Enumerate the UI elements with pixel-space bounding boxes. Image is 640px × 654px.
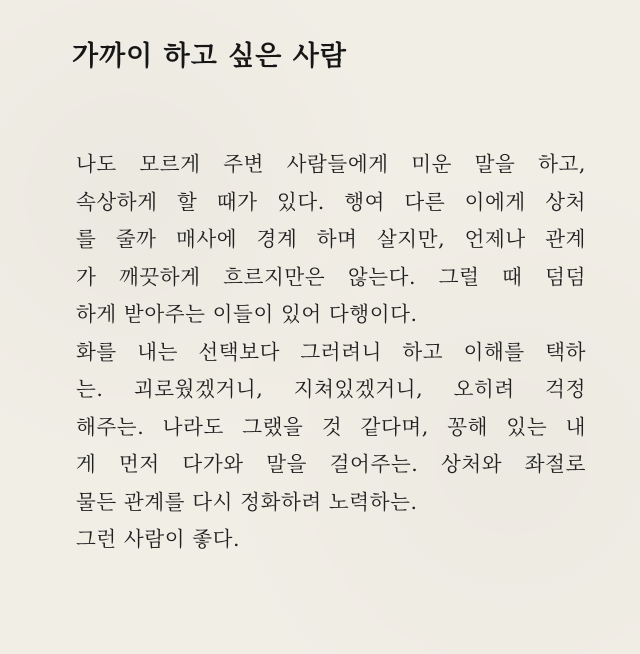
text-line: 하게 받아주는 이들이 있어 다행이다. — [76, 302, 418, 326]
text-line: 물든 관계를 다시 정화하려 노력하는. — [76, 489, 418, 514]
text-line: 해주는. 나라도 그랬을 것 같다며, 꽁해 있는 내 — [76, 414, 586, 439]
text-line: 는. 괴로웠겠거니, 지쳐있겠거니, 오히려 걱정 — [76, 377, 586, 401]
text-line: 가 깨끗하게 흐르지만은 않는다. 그럴 때 덤덤 — [76, 264, 586, 289]
text-line: 그런 사람이 좋다. — [76, 527, 241, 551]
text-line: 속상하게 할 때가 있다. 행여 다른 이에게 상처 — [76, 189, 586, 214]
page-title: 가까이 하고 싶은 사람 — [72, 41, 347, 72]
text-line: 게 먼저 다가와 말을 걸어주는. 상처와 좌절로 — [76, 452, 586, 476]
text-line: 화를 내는 선택보다 그러려니 하고 이해를 택하 — [76, 339, 586, 364]
essay-body — [76, 146, 586, 559]
text-line: 를 줄까 매사에 경계 하며 살지만, 언제나 관계 — [76, 227, 586, 251]
text-line: 나도 모르게 주변 사람들에게 미운 말을 하고, — [76, 152, 586, 176]
